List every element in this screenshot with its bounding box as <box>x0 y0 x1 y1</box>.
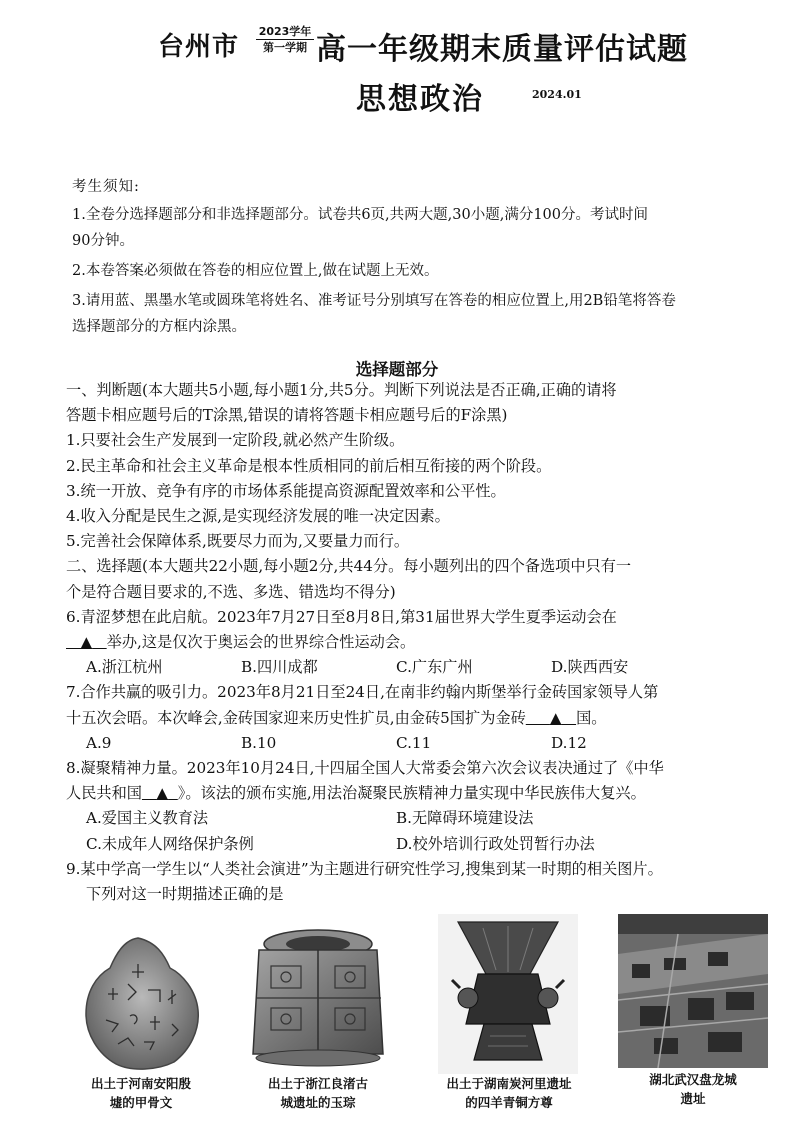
q6-stem-cont <box>66 630 764 655</box>
part1-heading-cont: 答题卡相应题号后的T涂黑,错误的请将答题卡相应题号后的F涂黑) <box>66 406 508 425</box>
q8-stem-post: 》。该法的颁布实施,用法治凝聚民族精神力量实现中华民族伟大复兴。 <box>177 784 646 803</box>
city-name: 台州市 <box>158 32 240 62</box>
bronze-zun-image <box>438 914 578 1074</box>
oracle-bone-image <box>78 934 208 1074</box>
judge-item: 2.民主革命和社会主义革命是根本性质相同的前后相互衔接的两个阶段。 <box>66 456 552 475</box>
exam-date: 2024.01 <box>532 88 582 101</box>
term-semester: 第一学期 <box>256 39 314 55</box>
answer-blank <box>142 781 178 806</box>
term-label <box>256 24 314 55</box>
figure-caption <box>76 1074 206 1112</box>
judge-item: 3.统一开放、竞争有序的市场体系能提高资源配置效率和公平性。 <box>66 481 506 500</box>
subject-title: 思想政治 <box>356 82 484 117</box>
candidate-notice <box>72 174 762 340</box>
q8-stem-cont <box>66 781 764 806</box>
q6-stem-rest: 举办,这是仅次于奥运会的世界综合性运动会。 <box>106 633 416 652</box>
part2-heading: 二、选择题(本大题共22小题,每小题2分,共44分。每小题列出的四个备选项中只有一 <box>66 557 632 576</box>
caption-line: 出土于河南安阳殷 <box>90 1076 191 1091</box>
q8-options-row2 <box>66 832 706 857</box>
caption-line: 出土于湖南炭河里遗址 <box>446 1076 572 1091</box>
blank-marker: ▲ <box>156 784 169 803</box>
option-b: B.四川成都 <box>241 658 318 677</box>
blank-marker: ▲ <box>80 633 93 652</box>
title-row <box>0 22 794 66</box>
figure-caption <box>248 1074 388 1112</box>
q9-stem: 9.某中学高一学生以“人类社会演进”为主题进行研究性学习,搜集到某一时期的相关图片。 <box>66 859 663 878</box>
judge-item: 5.完善社会保障体系,既要尽力而为,又要量力而行。 <box>66 532 410 551</box>
notice-line: 90分钟。 <box>72 233 134 249</box>
option-c: C.未成年人网络保护条例 <box>86 834 254 853</box>
option-c: C.11 <box>396 733 432 752</box>
q8-stem: 8.凝聚精神力量。2023年10月24日,十四届全国人大常委会第六次会议表决通过了《中华 <box>66 759 664 778</box>
caption-line: 遗址 <box>680 1091 706 1106</box>
option-a: A.爱国主义教育法 <box>86 809 209 828</box>
option-b: B.10 <box>241 733 277 752</box>
q8-options-row1 <box>66 806 706 831</box>
caption-line: 湖北武汉盘龙城 <box>649 1072 737 1087</box>
option-c: C.广东广州 <box>396 658 473 677</box>
q7-stem-cont <box>66 706 764 731</box>
q8-stem-pre: 人民共和国 <box>66 784 142 803</box>
q7-stem: 7.合作共赢的吸引力。2023年8月21日至24日,在南非约翰内斯堡举行金砖国家领导人第 <box>66 683 659 702</box>
judge-item: 1.只要社会生产发展到一定阶段,就必然产生阶级。 <box>66 431 405 450</box>
exam-title: 高一年级期末质量评估试题 <box>316 32 688 67</box>
blank-marker: ▲ <box>549 708 562 727</box>
q9-figures <box>60 914 780 1124</box>
figure-caption <box>424 1074 594 1112</box>
q7-stem-post: 国。 <box>576 708 607 727</box>
option-a: A.浙江杭州 <box>86 658 163 677</box>
q6-options <box>66 655 706 680</box>
q7-stem-pre: 十五次会晤。本次峰会,金砖国家迎来历史性扩员,由金砖5国扩为金砖 <box>66 708 526 727</box>
option-a: A.9 <box>86 733 112 752</box>
option-d: D.校外培训行政处罚暂行办法 <box>396 834 595 853</box>
caption-line: 出土于浙江良渚古 <box>267 1076 368 1091</box>
figure-caption <box>628 1070 758 1108</box>
panlongcheng-site-image <box>618 914 768 1068</box>
jade-cong-image <box>245 922 391 1072</box>
notice-line: 选择题部分的方框内涂黑。 <box>72 319 246 335</box>
judge-item: 4.收入分配是民生之源,是实现经济发展的唯一决定因素。 <box>66 507 450 526</box>
question-body <box>66 378 764 907</box>
q9-stem-cont: 下列对这一时期描述正确的是 <box>86 885 284 904</box>
q6-stem: 6.青涩梦想在此启航。2023年7月27日至8月8日,第31届世界大学生夏季运动会在 <box>66 607 617 626</box>
option-b: B.无障碍环境建设法 <box>396 809 534 828</box>
section-title: 选择题部分 <box>355 360 439 379</box>
caption-line: 的四羊青铜方尊 <box>465 1095 553 1110</box>
option-d: D.12 <box>551 733 587 752</box>
notice-line: 3.请用蓝、黑墨水笔或圆珠笔将姓名、准考证号分别填写在答卷的相应位置上,用2B铅笔将答卷 <box>72 293 676 309</box>
term-year: 2023学年 <box>258 25 312 38</box>
answer-blank <box>526 706 576 731</box>
option-d: D.陕西西安 <box>551 658 629 677</box>
notice-title: 考生须知: <box>72 179 140 195</box>
notice-line: 2.本卷答案必须做在答卷的相应位置上,做在试题上无效。 <box>72 263 439 279</box>
q7-options <box>66 731 706 756</box>
answer-blank <box>66 630 107 655</box>
part1-heading: 一、判断题(本大题共5小题,每小题1分,共5分。判断下列说法是否正确,正确的请将 <box>66 381 617 399</box>
part2-heading-cont: 个是符合题目要求的,不选、多选、错选均不得分) <box>66 582 396 601</box>
caption-line: 墟的甲骨文 <box>109 1095 173 1110</box>
notice-line: 1.全卷分选择题部分和非选择题部分。试卷共6页,共两大题,30小题,满分100分。考试时间 <box>72 207 649 223</box>
caption-line: 城遗址的玉琮 <box>280 1095 356 1110</box>
